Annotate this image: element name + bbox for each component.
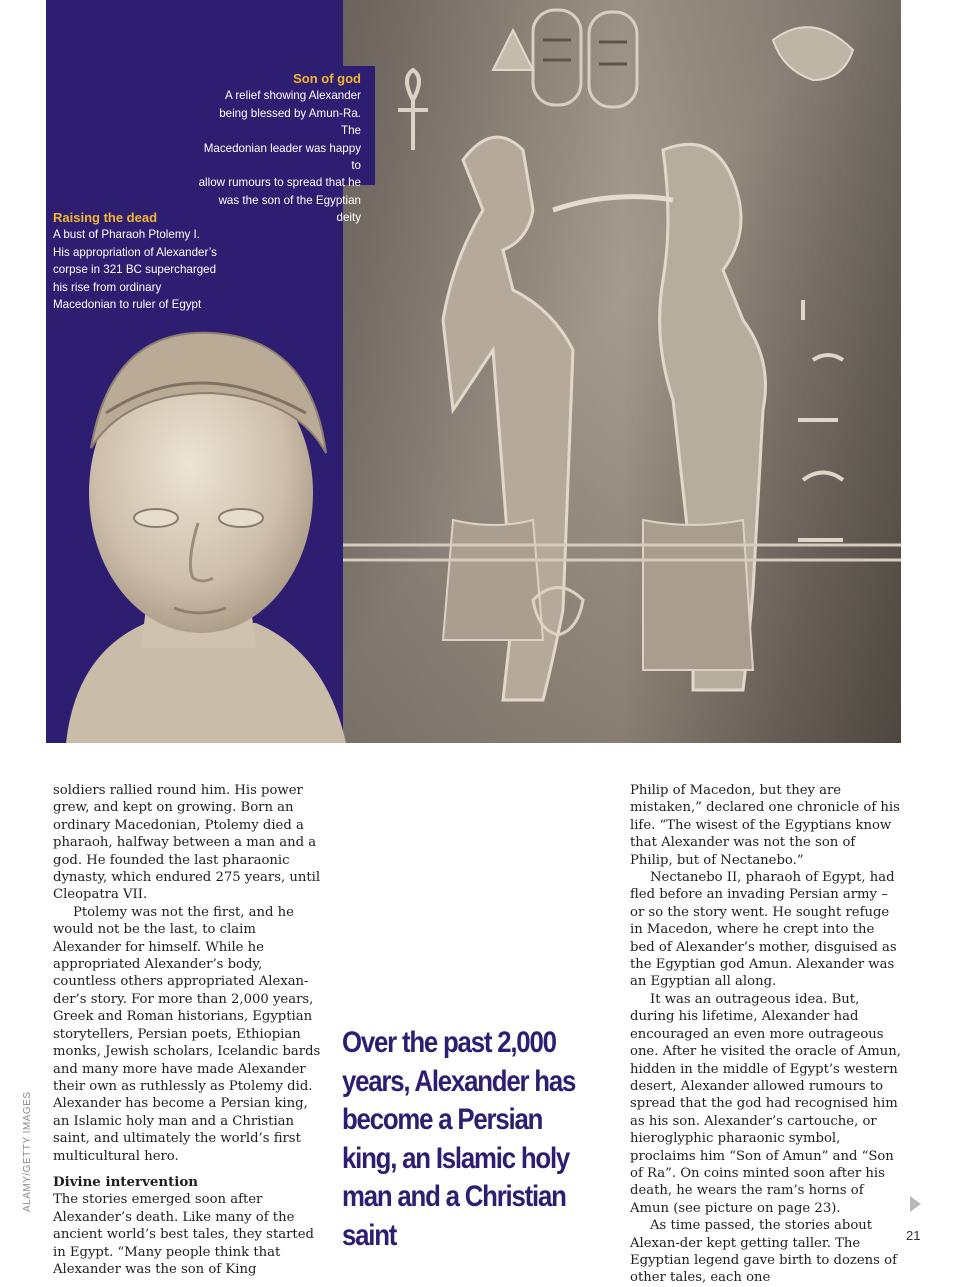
relief-image	[343, 0, 901, 743]
caption-line: Macedonian to ruler of Egypt	[53, 298, 202, 312]
caption-line: being blessed by Amun-Ra. The	[219, 106, 361, 138]
paragraph: Philip of Macedon, but they are mistaken,” declared one chronicle of his life. “The wisest of the Egyptians know that Alexander was not the son of Philip, but of Nectanebo.”	[630, 783, 900, 868]
bust-image	[46, 318, 356, 743]
paragraph: soldiers rallied round him. His power grew, and kept on growing. Born an ordinary Macedonian, Ptolemy died a pharaoh, halfway between a man and a god. He founded the last pharaonic dynasty, which endured 275 years, until Cleopatra VII.	[53, 783, 321, 903]
caption-raising-the-dead	[53, 209, 253, 313]
caption-son-of-god	[198, 70, 361, 227]
caption-line: Macedonian leader was happy to	[203, 141, 361, 173]
caption-line: His appropriation of Alexander’s	[53, 245, 217, 259]
paragraph: The stories emerged soon after Alexander’s death. Like many of the ancient world’s best tales, they started in Egypt. “Many people think that Alexander was the son of King	[53, 1192, 314, 1277]
caption-line: was the son of the Egyptian deity	[218, 193, 361, 225]
paragraph: It was an outrageous idea. But, during his lifetime, Alexander had encouraged an even more outrageous one. After he visited the oracle of Amun, hidden in the middle of Egypt’s western desert, Alexander allowed rumours to spread that the god had recognised him as his son. Alexander’s cartouche, or hieroglyphic pharaonic symbol, proclaims him “Son of Amun” and “Son of Ra”. On coins minted soon after his death, he wears the ram’s horns of Amun (see picture on page 23).	[630, 991, 901, 1216]
paragraph: Nectanebo II, pharaoh of Egypt, had fled before an invading Persian army – or so the story went. He sought refuge in Macedon, where he crept into the bed of Alexander’s mother, disguised as the Egyptian god Amun. Alexander was an Egyptian all along.	[630, 870, 897, 990]
caption-line: his rise from ordinary	[53, 280, 162, 294]
caption-line: A bust of Pharaoh Ptolemy I.	[53, 228, 200, 242]
paragraph: As time passed, the stories about Alexan-der kept getting taller. The Egyptian legend gave birth to dozens of other tales, each one	[630, 1218, 897, 1286]
photo-credit: ALAMY/GETTY IMAGES	[22, 1091, 33, 1212]
section-heading: Divine intervention	[53, 1173, 199, 1190]
caption-line: allow rumours to spread that he	[198, 176, 361, 190]
page-number: 21	[906, 1228, 921, 1243]
caption-line: A relief showing Alexander	[225, 89, 361, 103]
body-column-1	[53, 782, 325, 1278]
body-column-3	[630, 782, 902, 1287]
pull-quote: Over the past 2,000 years, Alexander has become a Persian king, an Islamic holy man and a Christian saint	[342, 1026, 576, 1252]
caption-line: corpse in 321 BC supercharged	[53, 263, 217, 277]
next-page-arrow-icon[interactable]	[910, 1196, 921, 1212]
caption-title: Raising the dead	[53, 210, 158, 225]
paragraph: Ptolemy was not the first, and he would not be the last, to claim Alexander for himself. While he appropriated Alexander’s body, countless others appropriated Alexan-der’s story. For more than 2,000 years, Greek and Roman historians, Egyptian storytellers, Persian poets, Ethiopian monks, Jewish scholars, Icelandic bards and many more have made Alexander their own as ruthlessly as Ptolemy did. Alexander has become a Persian king, an Islamic holy man and a Christian saint, and ultimately the world’s first multicultural hero.	[53, 904, 321, 1164]
caption-title: Son of god	[293, 71, 361, 86]
